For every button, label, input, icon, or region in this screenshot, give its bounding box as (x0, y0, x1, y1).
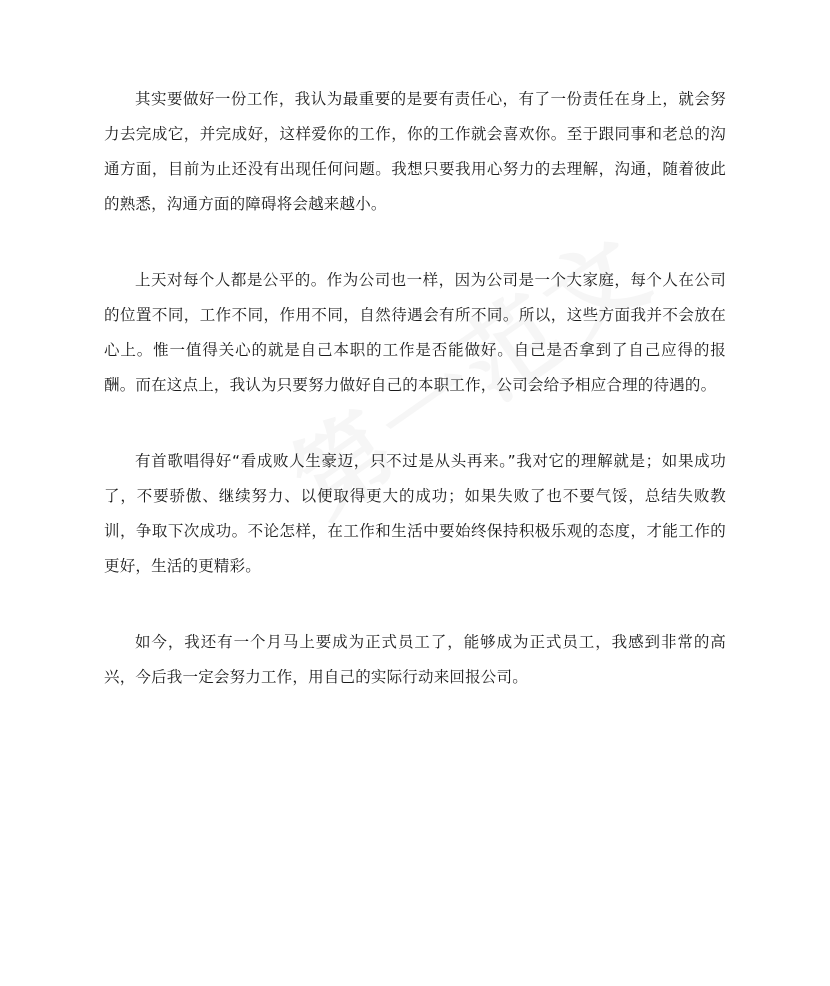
paragraph-4: 如今，我还有一个月马上要成为正式员工了，能够成为正式员工，我感到非常的高兴，今后我一定会努力工作，用自己的实际行动来回报公司。 (104, 633, 726, 686)
paragraph-3: 有首歌唱得好“看成败人生豪迈，只不过是从头再来。”我对它的理解就是；如果成功了，不要骄傲、继续努力、以便取得更大的成功；如果失败了也不要气馁，总结失败教训，争取下次成功。不论怎样，在工作和生活中要始终保持积极乐观的态度，才能工作的更好，生活的更精彩。 (104, 452, 726, 575)
document-body (104, 82, 726, 736)
paragraph-2: 上天对每个人都是公平的。作为公司也一样，因为公司是一个大家庭，每个人在公司的位置不同，工作不同，作用不同，自然待遇会有所不同。所以，这些方面我并不会放在心上。惟一值得关心的就是自己本职的工作是否能做好。自己是否拿到了自己应得的报酬。而在这点上，我认为只要努力做好自己的本职工作，公司会给予相应合理的待遇的。 (104, 271, 726, 394)
paragraph-1: 其实要做好一份工作，我认为最重要的是要有责任心，有了一份责任在身上，就会努力去完成它，并完成好，这样爱你的工作，你的工作就会喜欢你。至于跟同事和老总的沟通方面，目前为止还没有出现任何问题。我想只要我用心努力的去理解，沟通，随着彼此的熟悉，沟通方面的障碍将会越来越小。 (104, 90, 726, 213)
